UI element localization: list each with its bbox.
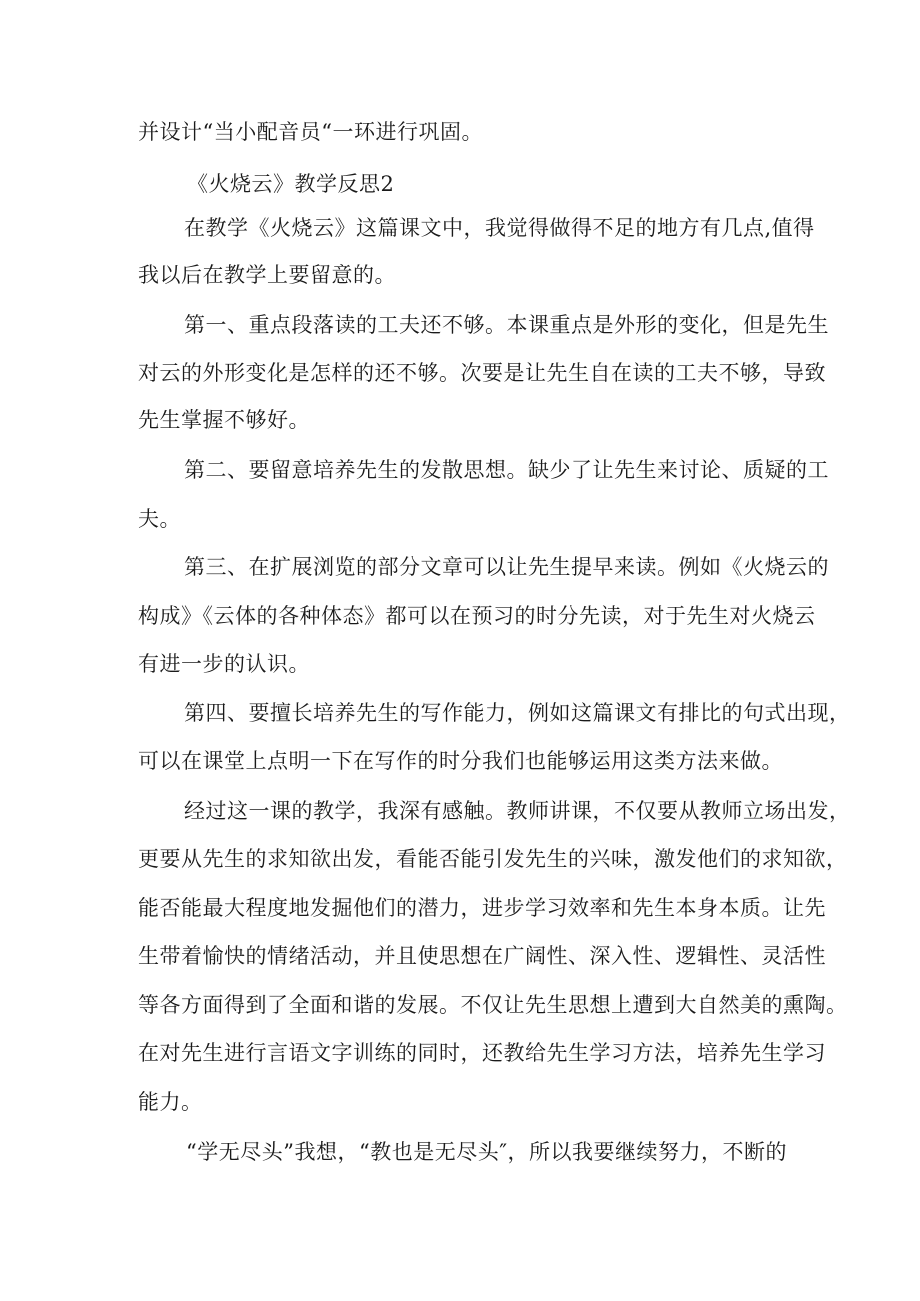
text-line: 能否能最大程度地发掘他们的潜力，进步学习效率和先生本身本质。让先 [138,896,826,920]
text-line: 第三、在扩展浏览的部分文章可以让先生提早来读。例如《火烧云的 [184,555,829,579]
section-heading: 《火烧云》教学反思2 [187,172,395,196]
text-line: “学无尽头”我想，“教也是无尽头″，所以我要继续努力，不断的 [186,1140,788,1164]
text-line-continuation: 并设计“当小配音员“一环进行巩固。 [138,120,483,144]
text-line: 等各方面得到了全面和谐的发展。不仅让先生思想上遭到大自然美的熏陶。 [138,993,848,1017]
text-line: 在对先生进行言语文字训练的同时，还教给先生学习方法，培养先生学习 [138,1041,826,1065]
text-line: 对云的外形变化是怎样的还不够。次要是让先生自在读的工夫不够，导致 [138,361,826,385]
text-line: 能力。 [138,1090,203,1114]
text-line: 第四、要擅长培养先生的写作能力，例如这篇课文有排比的句式出现， [184,701,851,725]
text-line: 我以后在教学上要留意的。 [138,263,396,287]
text-line: 有进一步的认识。 [138,652,310,676]
text-line: 经过这一课的教学，我深有感触。教师讲课，不仅要从教师立场出发， [184,799,851,823]
text-line: 在教学《火烧云》这篇课文中，我觉得做得不足的地方有几点,值得 [184,216,815,240]
text-line: 生带着愉快的情绪活动，并且使思想在广阔性、深入性、逻辑性、灵活性 [138,944,826,968]
text-line: 构成》《云体的各种体态》都可以在预习的时分先读，对于先生对火烧云 [138,604,816,628]
text-line: 第二、要留意培养先生的发散思想。缺少了让先生来讨论、质疑的工 [184,458,829,482]
text-line: 可以在课堂上点明一下在写作的时分我们也能够运用这类方法来做。 [138,749,783,773]
text-line: 先生掌握不够好。 [138,408,310,432]
text-line: 更要从先生的求知欲出发，看能否能引发先生的兴味，激发他们的求知欲， [138,847,848,871]
text-line: 第一、重点段落读的工夫还不够。本课重点是外形的变化，但是先生 [184,313,829,337]
text-line: 夫。 [138,507,181,531]
